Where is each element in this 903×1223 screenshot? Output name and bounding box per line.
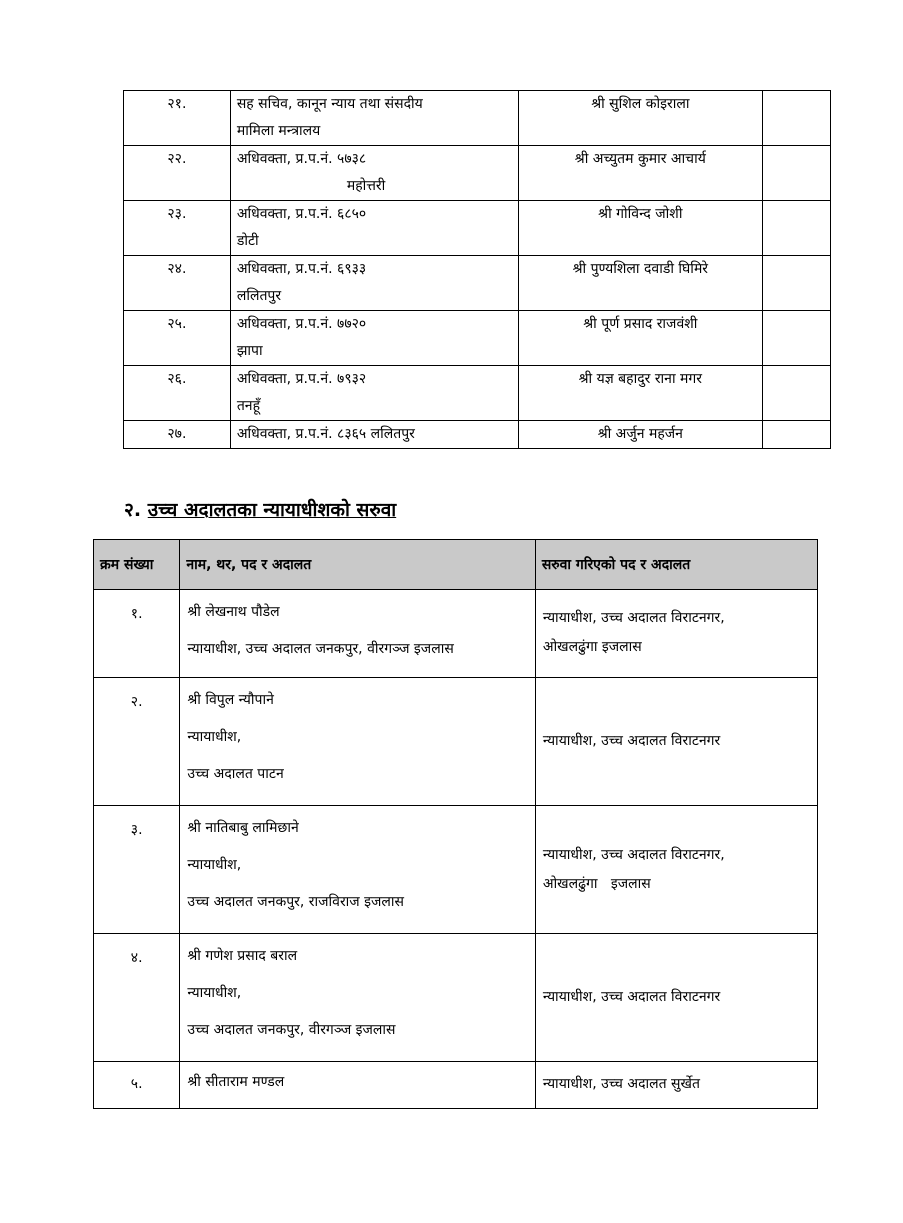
judge-post: न्यायाधीश,	[187, 729, 242, 745]
table-row	[94, 590, 818, 678]
judge-name: श्री गणेश प्रसाद बराल	[187, 948, 298, 964]
empty-cell	[763, 201, 831, 256]
serial-number: २५.	[124, 311, 231, 366]
destination-line: न्यायाधीश, उच्च अदालत सुर्खेत	[542, 1076, 700, 1092]
judge-court: उच्च अदालत जनकपुर, राजविराज इजलास	[187, 894, 404, 910]
destination-line: न्यायाधीश, उच्च अदालत विराटनगर	[542, 733, 721, 749]
appointment-table-continued	[123, 90, 831, 449]
judge-name: श्री नातिबाबु लामिछाने	[187, 820, 299, 836]
serial-number: २४.	[124, 256, 231, 311]
judge-post: न्यायाधीश,	[187, 857, 242, 873]
judge-current-post: न्यायाधीश, उच्च अदालत जनकपुर, वीरगञ्ज इजलास	[187, 641, 454, 657]
table-row	[94, 1062, 818, 1109]
empty-cell	[763, 256, 831, 311]
empty-cell	[763, 311, 831, 366]
person-name: श्री अर्जुन महर्जन	[518, 421, 763, 449]
person-name: श्री अच्युतम कुमार आचार्य	[518, 146, 763, 201]
judge-name: श्री सीताराम मण्डल	[187, 1074, 285, 1090]
table-row	[124, 91, 831, 146]
judge-details	[180, 934, 535, 1062]
table-row	[124, 201, 831, 256]
designation-line: अधिवक्ता, प्र.प.नं. ५७३८	[236, 151, 367, 167]
designation-line: अधिवक्ता, प्र.प.नं. ६८५०	[236, 206, 367, 222]
designation-line: अधिवक्ता, प्र.प.नं. ८३६५ ललितपुर	[236, 426, 415, 442]
serial-number: ५.	[94, 1062, 180, 1109]
judge-details	[180, 590, 535, 678]
designation-line: डोटी	[236, 233, 259, 249]
serial-number: २२.	[124, 146, 231, 201]
person-name: श्री पुण्यशिला दवाडी घिमिरे	[518, 256, 763, 311]
designation-cell	[230, 421, 518, 449]
destination-line: न्यायाधीश, उच्च अदालत विराटनगर,	[542, 846, 725, 863]
designation-cell	[230, 256, 518, 311]
table-header-row	[94, 540, 818, 590]
designation-cell	[230, 91, 518, 146]
designation-line: अधिवक्ता, प्र.प.नं. ७७२०	[236, 316, 367, 332]
section-heading	[124, 496, 396, 522]
serial-number: २.	[94, 678, 180, 806]
destination-line: ओखलढुंगा इजलास	[542, 875, 651, 892]
empty-cell	[763, 91, 831, 146]
designation-line: महोत्तरी	[346, 178, 386, 194]
table-row	[94, 806, 818, 934]
table-row	[124, 256, 831, 311]
judge-name: श्री लेखनाथ पौडेल	[187, 604, 280, 620]
transfer-destination	[535, 678, 817, 806]
serial-number: १.	[94, 590, 180, 678]
transfer-destination	[535, 590, 817, 678]
transfer-destination	[535, 934, 817, 1062]
table-row	[124, 421, 831, 449]
designation-line: मामिला मन्त्रालय	[236, 123, 321, 139]
serial-number: २६.	[124, 366, 231, 421]
destination-line: न्यायाधीश, उच्च अदालत विराटनगर	[542, 989, 721, 1005]
table-row	[94, 678, 818, 806]
designation-line: अधिवक्ता, प्र.प.नं. ६९३३	[236, 261, 367, 277]
person-name: श्री गोविन्द जोशी	[518, 201, 763, 256]
transfer-destination	[535, 1062, 817, 1109]
section-title: उच्च अदालतका न्यायाधीशको सरुवा	[147, 499, 397, 521]
table-row	[124, 366, 831, 421]
column-header-name: नाम, थर, पद र अदालत	[180, 540, 535, 590]
designation-line: झापा	[236, 343, 263, 359]
judge-name: श्री विपुल न्यौपाने	[187, 692, 274, 708]
judge-details	[180, 1062, 535, 1109]
table-row	[94, 934, 818, 1062]
designation-line: सह सचिव, कानून न्याय तथा संसदीय	[236, 96, 423, 112]
empty-cell	[763, 421, 831, 449]
designation-line: तनहूँ	[236, 398, 261, 414]
section-number: २.	[124, 499, 142, 521]
judge-court: उच्च अदालत जनकपुर, वीरगञ्ज इजलास	[187, 1022, 396, 1038]
empty-cell	[763, 146, 831, 201]
judge-transfer-table	[93, 539, 818, 1109]
empty-cell	[763, 366, 831, 421]
table-row	[124, 146, 831, 201]
destination-line: न्यायाधीश, उच्च अदालत विराटनगर,	[542, 610, 725, 626]
designation-cell	[230, 201, 518, 256]
person-name: श्री पूर्ण प्रसाद राजवंशी	[518, 311, 763, 366]
designation-cell	[230, 146, 518, 201]
person-name: श्री यज्ञ बहादुर राना मगर	[518, 366, 763, 421]
judge-details	[180, 806, 535, 934]
person-name: श्री सुशिल कोइराला	[518, 91, 763, 146]
serial-number: ४.	[94, 934, 180, 1062]
designation-cell	[230, 366, 518, 421]
judge-details	[180, 678, 535, 806]
judge-post: न्यायाधीश,	[187, 985, 242, 1001]
serial-number: ३.	[94, 806, 180, 934]
serial-number: २१.	[124, 91, 231, 146]
judge-court: उच्च अदालत पाटन	[187, 766, 284, 782]
serial-number: २७.	[124, 421, 231, 449]
designation-line: अधिवक्ता, प्र.प.नं. ७९३२	[236, 371, 367, 387]
serial-number: २३.	[124, 201, 231, 256]
destination-line: ओखलढुंगा इजलास	[542, 639, 642, 655]
table-row	[124, 311, 831, 366]
column-header-serial: क्रम संख्या	[94, 540, 180, 590]
designation-line: ललितपुर	[236, 288, 282, 304]
column-header-transfer: सरुवा गरिएको पद र अदालत	[535, 540, 817, 590]
transfer-destination	[535, 806, 817, 934]
designation-cell	[230, 311, 518, 366]
